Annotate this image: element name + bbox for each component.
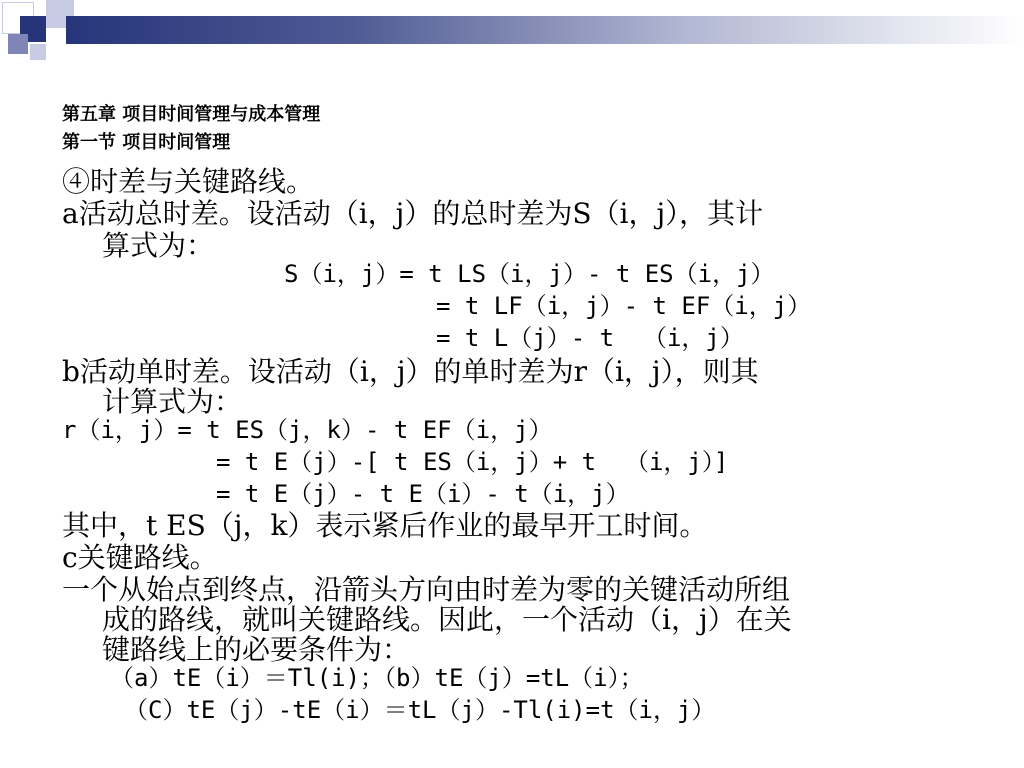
header-gradient-band [66,16,1024,44]
free-float-formula-3: = t E（j）- t E（i）- t（i，j） [216,480,630,508]
chapter-title: 第五章 项目时间管理与成本管理 [62,104,321,125]
critical-path-line-3: 键路线上的必要条件为： [102,633,411,666]
total-float-formula-3: = t L（j）- t （i，j） [436,324,744,352]
free-float-formula-1: r（i，j）= t ES（j，k）- t EF（i，j） [62,416,553,444]
decor-square [8,34,28,54]
critical-path-heading: c关键路线。 [62,541,218,574]
total-float-line-2: 算式为： [102,229,215,262]
condition-line-1: （a）tE（i）＝Tl(i)；（b）tE（j）=tL（i）； [110,664,644,692]
free-float-line-2: 计算式为： [102,385,243,418]
condition-line-2: （C）tE（j）-tE（i）＝tL（j）-Tl(i)=t（i，j） [124,696,716,724]
critical-path-line-1: 一个从始点到终点，沿箭头方向由时差为零的关键活动所组 [62,573,791,606]
free-float-line-1: b活动单时差。设活动（i，j）的单时差为r（i，j），则其 [62,355,759,388]
total-float-formula-1: S（i，j）= t LS（i，j）- t ES（i，j） [284,260,775,288]
critical-path-line-2: 成的路线，就叫关键路线。因此，一个活动（i，j）在关 [102,603,792,636]
total-float-line-1: a活动总时差。设活动（i，j）的总时差为S（i，j），其计 [62,197,764,230]
section-title: 第一节 项目时间管理 [62,132,231,153]
slide-decoration [0,0,1024,80]
free-float-formula-2: = t E（j）-[ t ES（i，j）+ t （i，j）] [216,448,729,476]
topic-heading: ④时差与关键路线。 [62,165,315,198]
decor-square [30,44,46,60]
total-float-formula-2: = t LF（i，j）- t EF（i，j） [436,292,812,320]
successor-note: 其中，t ES（j，k）表示紧后作业的最早开工时间。 [62,509,708,542]
